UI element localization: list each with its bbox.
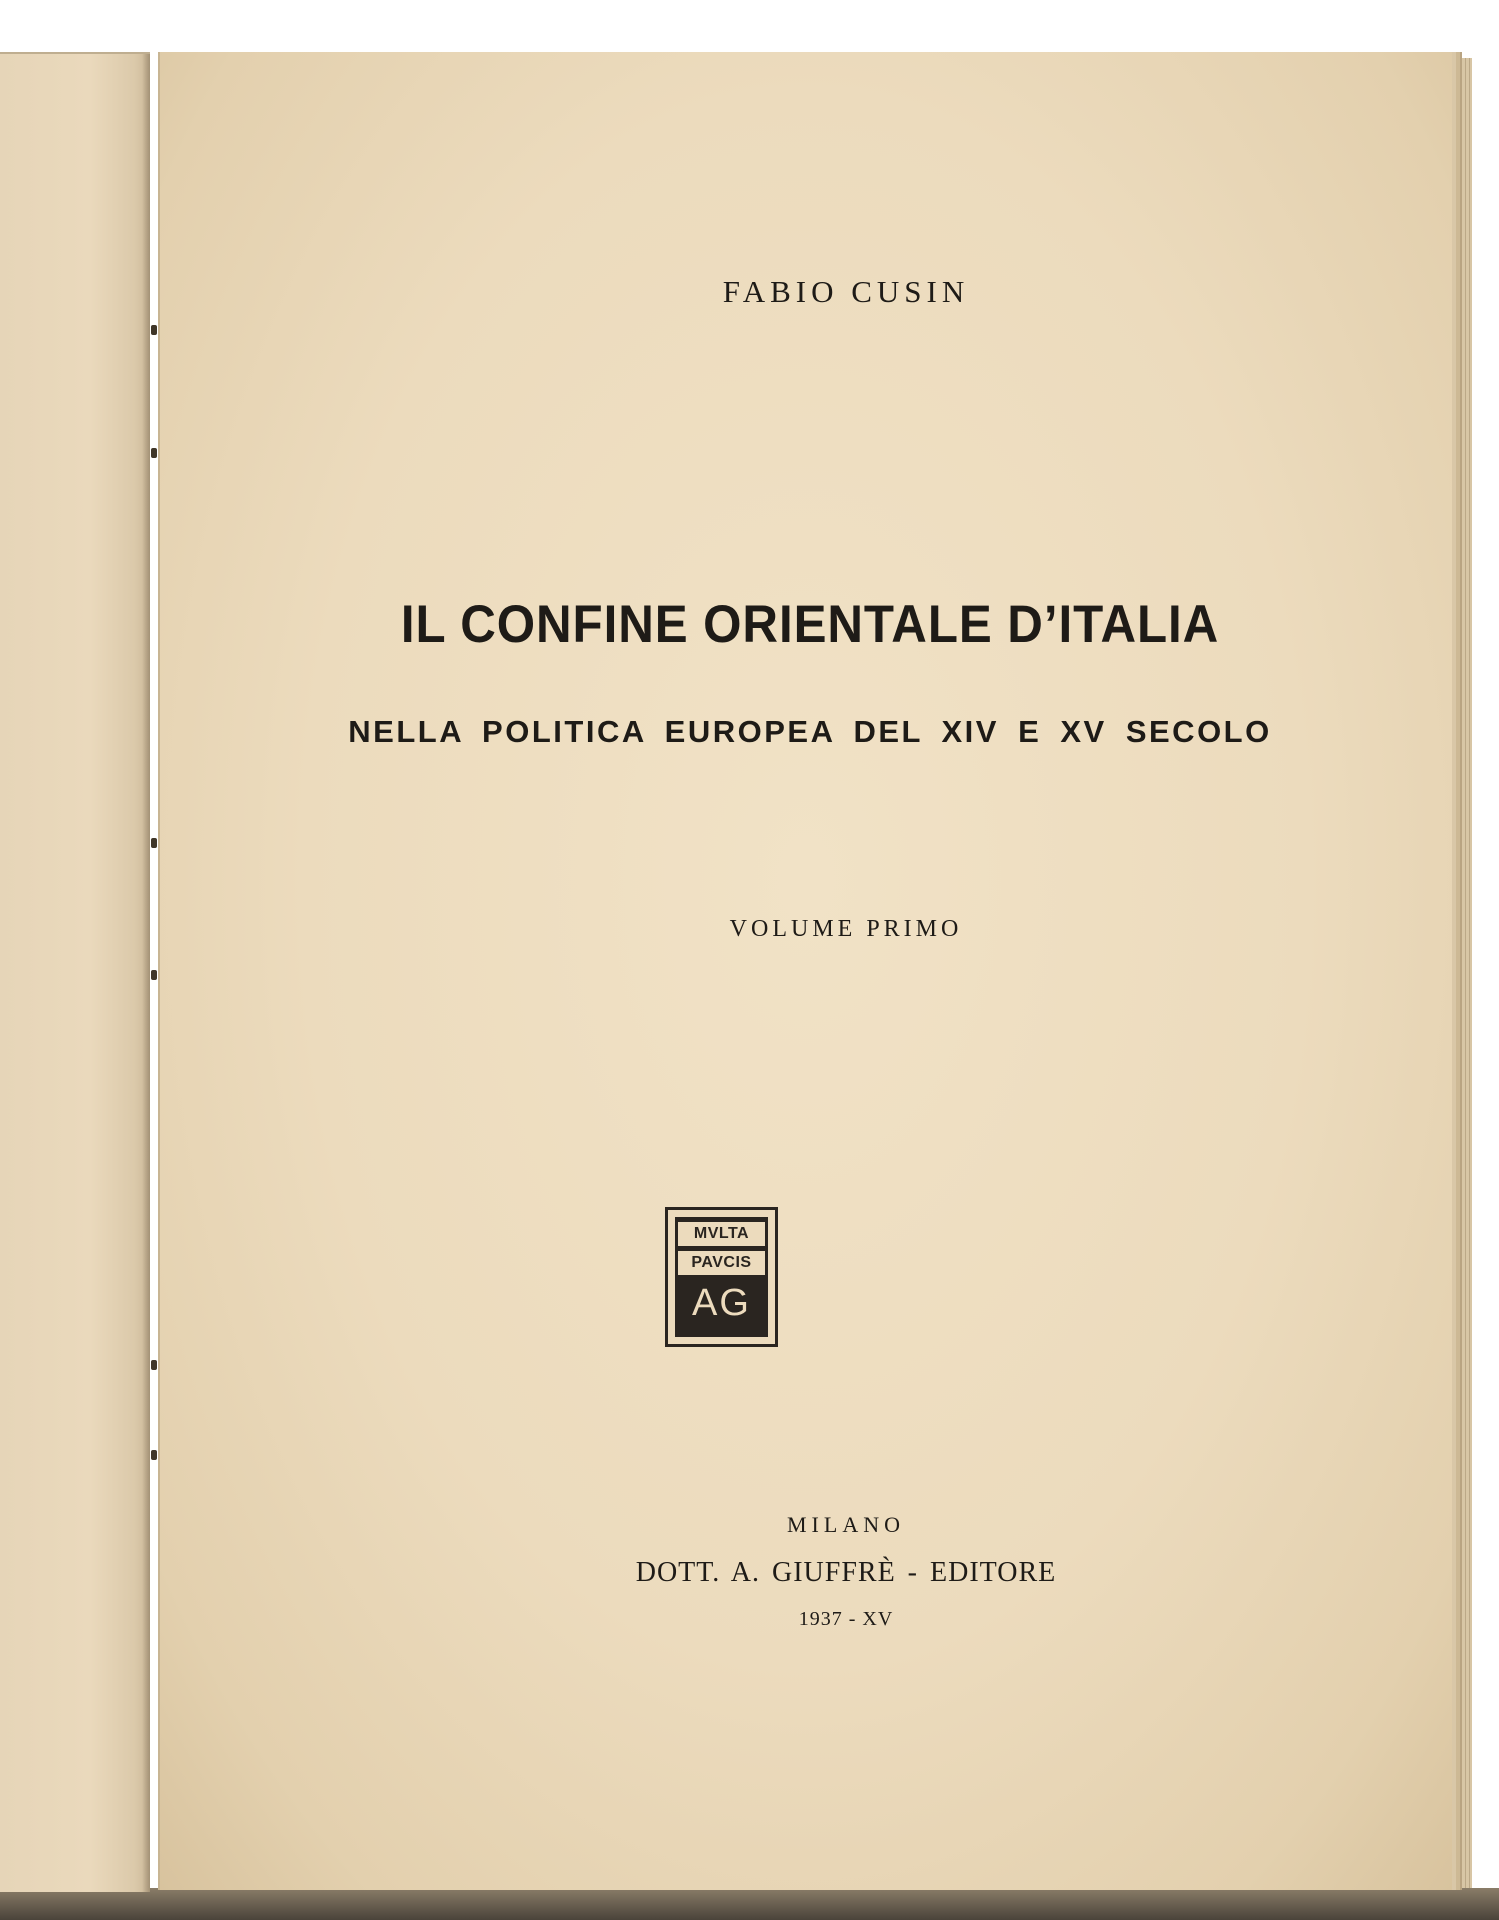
stitch-hole xyxy=(151,325,157,335)
publisher-emblem xyxy=(665,1207,778,1347)
book-bottom-edge xyxy=(0,1888,1499,1920)
stitch-hole xyxy=(151,838,157,848)
title-page xyxy=(158,52,1452,1890)
imprint-publisher: DOTT. A. GIUFFRÈ - EDITORE xyxy=(635,1557,1057,1588)
emblem-motto-line2: PAVCIS xyxy=(678,1251,765,1275)
emblem-monogram: AG xyxy=(692,1282,751,1324)
facing-page xyxy=(0,52,150,1892)
stitch-hole xyxy=(151,1360,157,1370)
emblem-field xyxy=(675,1217,768,1337)
book-title: IL CONFINE ORIENTALE D’ITALIA xyxy=(400,595,1220,654)
stitch-hole xyxy=(151,448,157,458)
emblem-motto-line1: MVLTA xyxy=(678,1222,765,1246)
volume-label: VOLUME PRIMO xyxy=(729,916,963,942)
imprint-year: 1937 - XV xyxy=(798,1608,894,1630)
author-name: FABIO CUSIN xyxy=(722,274,970,309)
stitch-hole xyxy=(151,1450,157,1460)
imprint-city: MILANO xyxy=(787,1512,905,1537)
stitch-hole xyxy=(151,970,157,980)
book-subtitle: NELLA POLITICA EUROPEA DEL XIV E XV SECOLO xyxy=(348,714,1272,749)
